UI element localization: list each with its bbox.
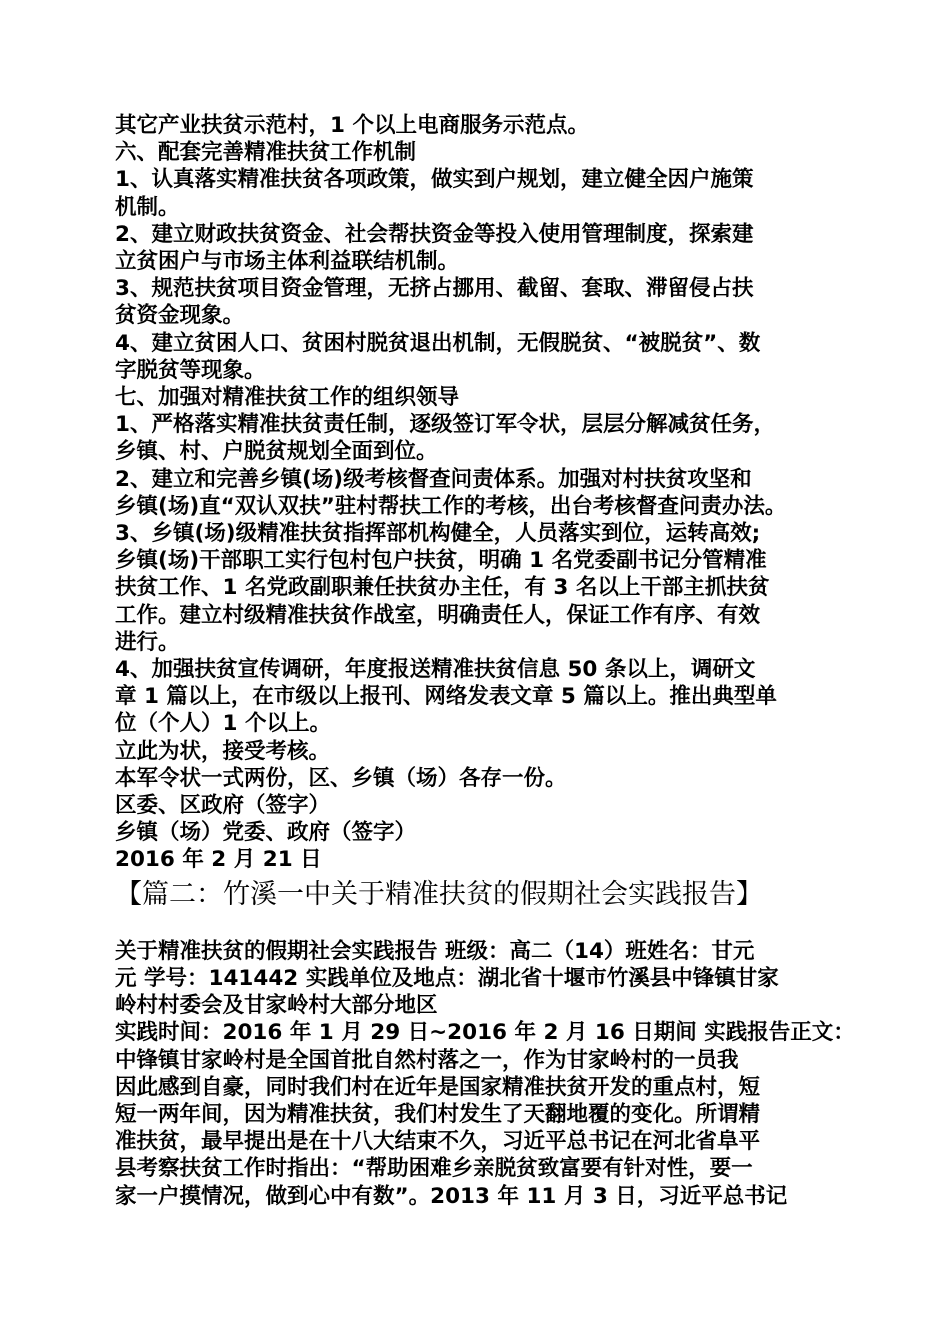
text-line: 乡镇(场)干部职工实行包村包户扶贫，明确 1 名党委副书记分管精准: [115, 548, 767, 574]
text-line: 机制。: [115, 194, 180, 220]
document-body: [115, 112, 855, 1210]
text-line: 工作。建立村级精准扶贫作战室，明确责任人，保证工作有序、有效: [115, 602, 761, 628]
section-title: 【篇二：竹溪一中关于精准扶贫的假期社会实践报告】: [115, 878, 763, 910]
signature-line: 区委、区政府（签字）: [115, 793, 331, 819]
text-line: 3、乡镇(场)级精准扶贫指挥部机构健全，人员落实到位，运转高效;: [115, 521, 761, 547]
part1-text: [115, 112, 845, 874]
text-line: 位（个人）1 个以上。: [115, 711, 331, 737]
text-line: 2、建立财政扶贫资金、社会帮扶资金等投入使用管理制度，探索建: [115, 221, 754, 247]
text-line: 家一户摸情况，做到心中有数”。2013 年 11 月 3 日，习近平总书记: [115, 1183, 788, 1209]
text-line: 进行。: [115, 629, 180, 655]
date-line: 2016 年 2 月 21 日: [115, 847, 322, 873]
text-line: 本军令状一式两份，区、乡镇（场）各存一份。: [115, 765, 567, 791]
text-line: 2、建立和完善乡镇(场)级考核督查问责体系。加强对村扶贫攻坚和: [115, 466, 752, 492]
part2-text: [115, 938, 855, 1210]
text-line: 实践时间：2016 年 1 月 29 日~2016 年 2 月 16 日期间 实践报告正文：: [115, 1020, 855, 1046]
text-line: 乡镇(场)直“双认双扶”驻村帮扶工作的考核，出台考核督查问责办法。: [115, 493, 787, 519]
text-line: 关于精准扶贫的假期社会实践报告 班级：高二（14）班姓名：甘元: [115, 938, 755, 964]
text-line: 准扶贫，最早提出是在十八大结束不久，习近平总书记在河北省阜平: [115, 1129, 761, 1155]
text-line: 元 学号：141442 实践单位及地点：湖北省十堰市竹溪县中锋镇甘家: [115, 965, 779, 991]
text-line: 因此感到自豪，同时我们村在近年是国家精准扶贫开发的重点村，短: [115, 1074, 761, 1100]
text-line: 4、加强扶贫宣传调研，年度报送精准扶贫信息 50 条以上，调研文: [115, 657, 756, 683]
text-line: 短一两年间，因为精准扶贫，我们村发生了天翻地覆的变化。所谓精: [115, 1101, 761, 1127]
text-line: 县考察扶贫工作时指出：“帮助困难乡亲脱贫致富要有针对性，要一: [115, 1156, 753, 1182]
text-line: 中锋镇甘家岭村是全国首批自然村落之一，作为甘家岭村的一员我: [115, 1047, 739, 1073]
text-line: 章 1 篇以上，在市级以上报刊、网络发表文章 5 篇以上。推出典型单: [115, 684, 777, 710]
text-line: 其它产业扶贫示范村，1 个以上电商服务示范点。: [115, 113, 589, 138]
text-line: 立此为状，接受考核。: [115, 738, 331, 764]
text-line: 1、严格落实精准扶贫责任制，逐级签订军令状，层层分解减贫任务，: [115, 412, 775, 438]
text-line: 3、规范扶贫项目资金管理，无挤占挪用、截留、套取、滞留侵占扶: [115, 276, 754, 302]
section-heading: 六、配套完善精准扶贫工作机制: [115, 140, 417, 166]
text-line: 扶贫工作、1 名党政副职兼任扶贫办主任，有 3 名以上干部主抓扶贫: [115, 575, 770, 601]
text-line: 字脱贫等现象。: [115, 357, 266, 383]
signature-line: 乡镇（场）党委、政府（签字）: [115, 820, 417, 846]
text-line: 立贫困户与市场主体利益联结机制。: [115, 249, 460, 275]
text-line: 1、认真落实精准扶贫各项政策，做实到户规划，建立健全因户施策: [115, 167, 754, 193]
text-line: 4、建立贫困人口、贫困村脱贫退出机制，无假脱贫、“被脱贫”、数: [115, 330, 761, 356]
text-line: 贫资金现象。: [115, 303, 245, 329]
spacer: [115, 914, 845, 938]
section-heading: 七、加强对精准扶贫工作的组织领导: [115, 385, 460, 411]
text-line: 乡镇、村、户脱贫规划全面到位。: [115, 439, 438, 465]
text-line: 岭村村委会及甘家岭村大部分地区: [115, 993, 438, 1019]
